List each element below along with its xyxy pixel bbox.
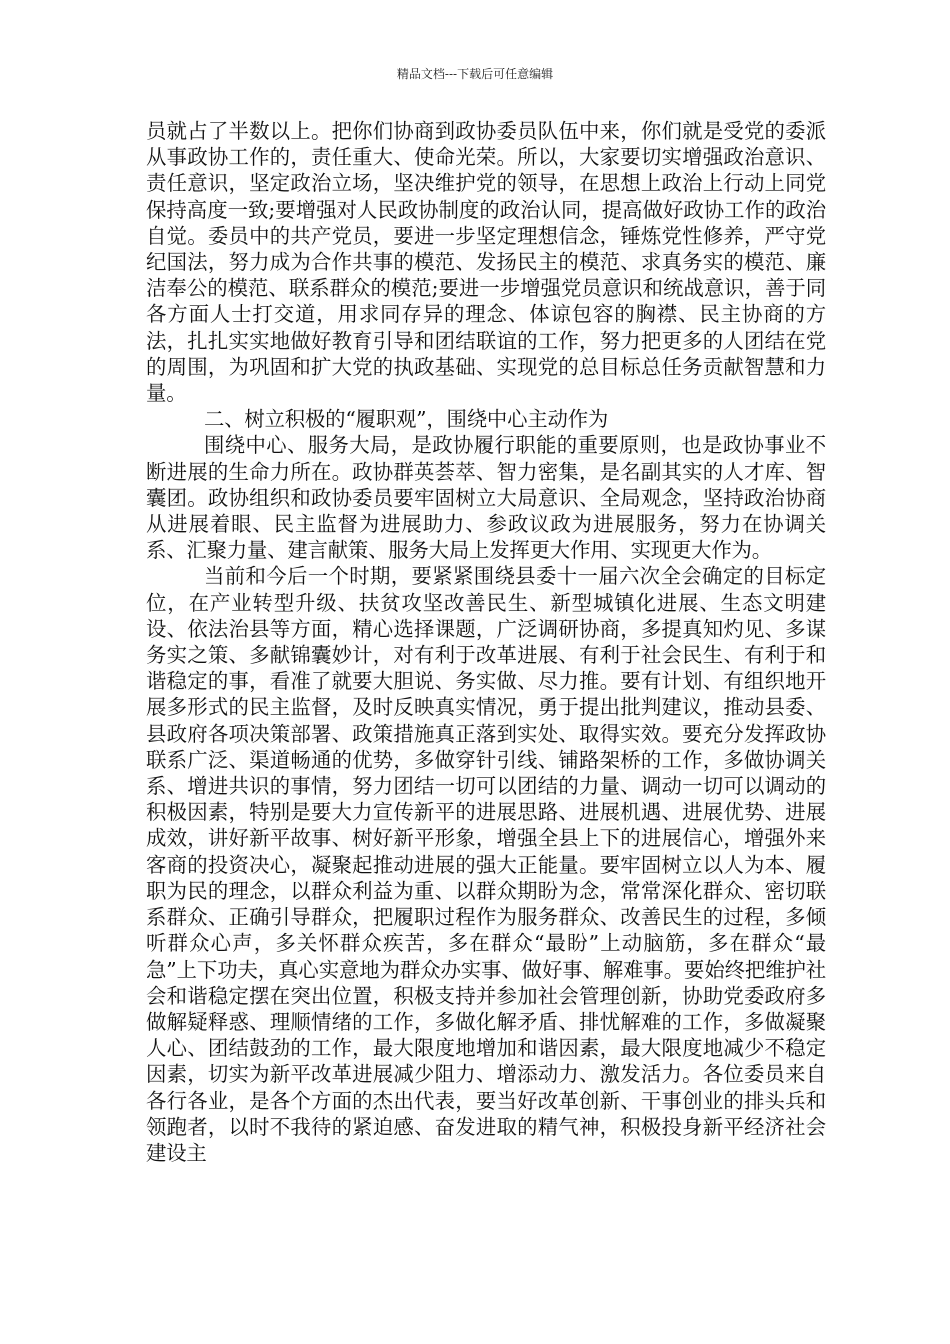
section-heading-2: 二、树立积极的“履职观”，围绕中心主动作为 [204,407,609,432]
document-body [146,118,826,1166]
paragraph-2: 围绕中心、服务大局，是政协履行职能的重要原则，也是政协事业不断进展的生命力所在。政协群英荟萃、智力密集，是名副其实的人才库、智囊团。政协组织和政协委员要牢固树立大局意识、全局观念，坚持政治协商从进展着眼、民主监督为进展助力、参政议政为进展服务，努力在协调关系、汇聚力量、建言献策、服务大局上发挥更大作用、实现更大作为。 [146,433,826,563]
paragraph-1: 员就占了半数以上。把你们协商到政协委员队伍中来，你们就是受党的委派从事政协工作的，责任重大、使命光荣。所以，大家要切实增强政治意识、责任意识，坚定政治立场，坚决维护党的领导，在思想上政治上行动上同党保持高度一致;要增强对人民政协制度的政治认同，提高做好政协工作的政治自觉。委员中的共产党员，要进一步坚定理想信念，锤炼党性修养，严守党纪国法，努力成为合作共事的模范、发扬民主的模范、求真务实的模范、廉洁奉公的模范、联系群众的模范;要进一步增强党员意识和统战意识，善于同各方面人士打交道，用求同存异的理念、体谅包容的胸襟、民主协商的方法，扎扎实实地做好教育引导和团结联谊的工作，努力把更多的人团结在党的周围，为巩固和扩大党的执政基础、实现党的总目标总任务贡献智慧和力量。 [146,119,826,406]
page-header: 精品文档---下载后可任意编辑 [396,67,554,81]
paragraph-3: 当前和今后一个时期，要紧紧围绕县委十一届六次全会确定的目标定位，在产业转型升级、扶贫攻坚改善民生、新型城镇化进展、生态文明建设、依法治县等方面，精心选择课题，广泛调研协商，多提真知灼见、多谋务实之策、多献锦囊妙计，对有利于改革进展、有利于社会民生、有利于和谐稳定的事，看准了就要大胆说、务实做、尽力推。要有计划、有组织地开展多形式的民主监督，及时反映真实情况，勇于提出批判建议，推动县委、县政府各项决策部署、政策措施真正落到实处、取得实效。要充分发挥政协联系广泛、渠道畅通的优势，多做穿针引线、铺路架桥的工作，多做协调关系、增进共识的事情，努力团结一切可以团结的力量、调动一切可以调动的积极因素，特别是要大力宣传新平的进展思路、进展机遇、进展优势、进展成效，讲好新平故事、树好新平形象，增强全县上下的进展信心，增强外来客商的投资决心，凝聚起推动进展的强大正能量。要牢固树立以人为本、履职为民的理念，以群众利益为重、以群众期盼为念，常常深化群众、密切联系群众、正确引导群众，把履职过程作为服务群众、改善民生的过程，多倾听群众心声，多关怀群众疾苦，多在群众“最盼”上动脑筋，多在群众“最急”上下功夫，真心实意地为群众办实事、做好事、解难事。要始终把维护社会和谐稳定摆在突出位置，积极支持并参加社会管理创新，协助党委政府多做解疑释惑、理顺情绪的工作，多做化解矛盾、排忧解难的工作，多做凝聚人心、团结鼓劲的工作，最大限度地增加和谐因素，最大限度地减少不稳定因素，切实为新平改革进展减少阻力、增添动力、激发活力。各位委员来自各行各业，是各个方面的杰出代表，要当好改革创新、干事创业的排头兵和领跑者，以时不我待的紧迫感、奋发进取的精气神，积极投身新平经济社会建设主 [146,564,826,1165]
